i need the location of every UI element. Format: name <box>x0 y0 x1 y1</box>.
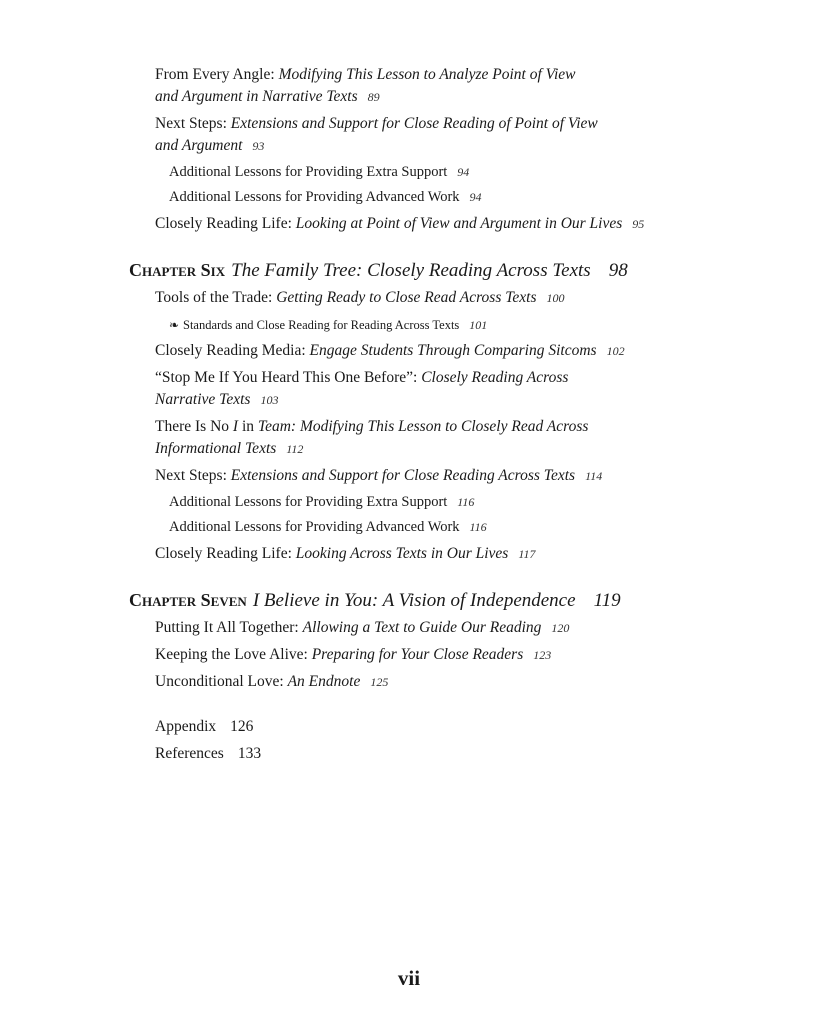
entry-page: 101 <box>469 318 488 332</box>
toc-entry-advanced-work-1 <box>169 186 669 208</box>
toc-entry-extra-support-1 <box>169 161 669 183</box>
chapter-page: 119 <box>593 590 621 611</box>
entry-title: Engage Students Through Comparing Sitcoms <box>309 342 597 359</box>
entry-page: 114 <box>585 469 603 483</box>
entry-lead: Unconditional Love: <box>155 673 288 690</box>
entry-lead-in: in <box>238 418 258 435</box>
toc-entry-from-every-angle <box>155 64 655 108</box>
entry-title: Preparing for Your Close Readers <box>311 646 524 663</box>
chapter-label: Chapter Seven <box>129 590 247 610</box>
entry-title: Allowing a Text to Guide Our Reading <box>302 619 542 636</box>
chapter-six-heading <box>129 258 628 283</box>
entry-lead: Next Steps: <box>155 115 231 132</box>
entry-lead: Appendix <box>155 718 217 735</box>
entry-lead: “Stop Me If You Heard This One Before”: <box>155 369 422 386</box>
entry-page: 125 <box>370 675 389 689</box>
entry-page: 94 <box>469 190 482 204</box>
chapter-title: I Believe in You: A Vision of Independence <box>252 590 576 611</box>
entry-page: 112 <box>286 442 304 456</box>
entry-title-cont: Informational Texts <box>155 440 277 457</box>
chapter-page: 98 <box>608 260 628 281</box>
entry-title: Looking at Point of View and Argument in Our Lives <box>295 215 623 232</box>
toc-entry-advanced-work-2 <box>169 516 669 538</box>
toc-entry-stop-me <box>155 367 655 411</box>
toc-entry-no-i-in-team <box>155 416 655 460</box>
toc-entry-unconditional-love <box>155 671 655 693</box>
toc-entry-putting-it-together <box>155 617 655 639</box>
chapter-seven-heading <box>129 588 621 613</box>
entry-page: 123 <box>533 648 552 662</box>
entry-title: : Modifying This Lesson to Closely Read Across <box>290 418 589 435</box>
entry-title: Extensions and Support for Close Reading Across Texts <box>230 467 576 484</box>
entry-lead: Additional Lessons for Providing Extra Support <box>169 164 448 180</box>
entry-page: 102 <box>606 344 625 358</box>
entry-lead-team: Team <box>257 418 291 435</box>
entry-page: 89 <box>367 90 380 104</box>
entry-lead-i: I <box>232 418 239 435</box>
entry-page: 133 <box>237 745 262 762</box>
entry-title-cont: Narrative Texts <box>155 391 251 408</box>
entry-page: 94 <box>457 165 470 179</box>
chapter-title: The Family Tree: Closely Reading Across Texts <box>231 260 591 281</box>
entry-title-cont: and Argument in Narrative Texts <box>155 88 358 105</box>
entry-lead: There Is No <box>155 418 233 435</box>
toc-entry-extra-support-2 <box>169 491 669 513</box>
entry-lead: Tools of the Trade: <box>155 289 277 306</box>
entry-title: Modifying This Lesson to Analyze Point of View <box>278 66 576 83</box>
chapter-label: Chapter Six <box>129 260 226 280</box>
entry-lead: Closely Reading Media: <box>155 342 310 359</box>
entry-title: An Endnote <box>287 673 361 690</box>
entry-lead: Additional Lessons for Providing Advanced Work <box>169 189 460 205</box>
toc-entry-appendix <box>155 716 655 738</box>
entry-lead: Additional Lessons for Providing Advanced Work <box>169 519 460 535</box>
entry-page: 100 <box>546 291 565 305</box>
entry-page: 103 <box>260 393 279 407</box>
toc-entry-standards <box>169 314 669 336</box>
entry-page: 116 <box>457 495 475 509</box>
entry-lead: Standards and Close Reading for Reading Across Texts <box>183 318 460 332</box>
entry-lead: Additional Lessons for Providing Extra Support <box>169 494 448 510</box>
entry-lead: Closely Reading Life: <box>155 545 296 562</box>
toc-entry-keeping-love-alive <box>155 644 655 666</box>
entry-lead: From Every Angle: <box>155 66 279 83</box>
entry-title: Getting Ready to Close Read Across Texts <box>276 289 537 306</box>
entry-lead: Closely Reading Life: <box>155 215 296 232</box>
toc-entry-next-steps-pov <box>155 113 655 157</box>
toc-entry-closely-reading-media <box>155 340 715 362</box>
entry-title: Looking Across Texts in Our Lives <box>295 545 509 562</box>
entry-lead: Next Steps: <box>155 467 231 484</box>
entry-page: 95 <box>632 217 645 231</box>
fleuron-icon: ❧ <box>169 318 180 332</box>
entry-page: 116 <box>469 520 487 534</box>
toc-entry-closely-reading-life-across <box>155 543 655 565</box>
entry-lead: References <box>155 745 224 762</box>
page-number: vii <box>397 966 421 990</box>
entry-title: Extensions and Support for Close Reading of Point of View <box>230 115 598 132</box>
entry-lead: Putting It All Together: <box>155 619 303 636</box>
entry-lead: Keeping the Love Alive: <box>155 646 312 663</box>
entry-page: 93 <box>252 139 265 153</box>
toc-entry-next-steps-across <box>155 465 715 487</box>
toc-entry-references <box>155 743 655 765</box>
entry-title: Closely Reading Across <box>421 369 569 386</box>
entry-title-cont: and Argument <box>155 137 243 154</box>
entry-page: 120 <box>551 621 570 635</box>
entry-page: 117 <box>518 547 536 561</box>
toc-entry-tools-of-the-trade <box>155 287 655 309</box>
toc-entry-closely-reading-life-pov <box>155 213 715 235</box>
entry-page: 126 <box>230 718 254 735</box>
